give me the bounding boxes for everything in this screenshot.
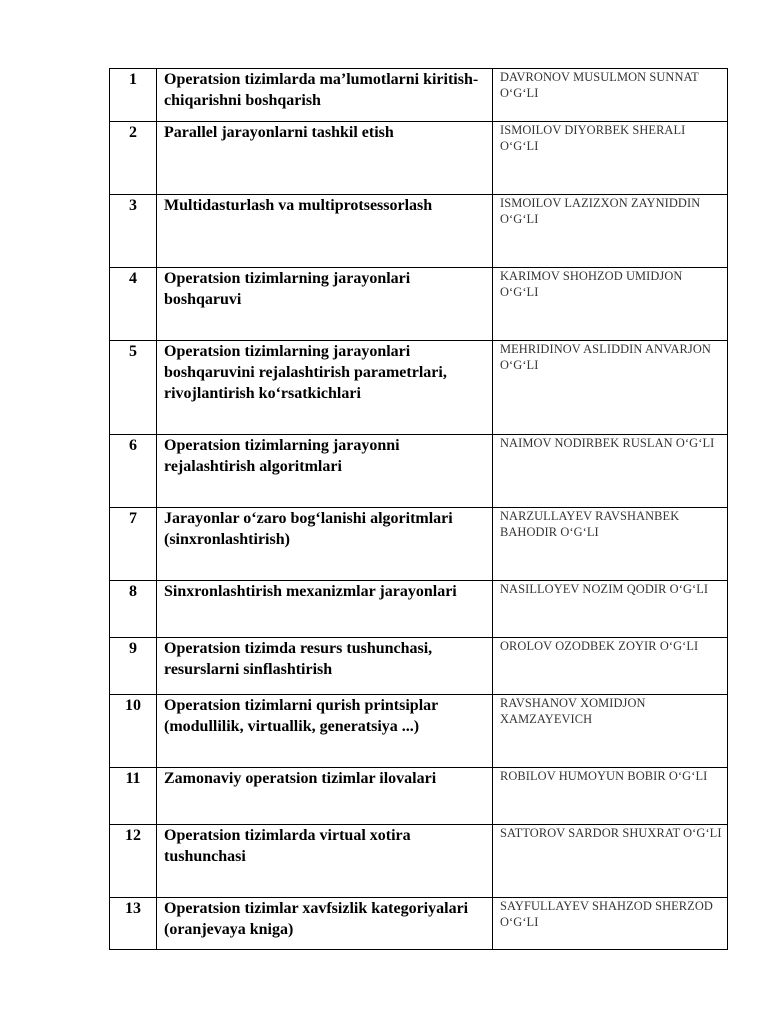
- table-row: [110, 638, 728, 695]
- student-name: KARIMOV SHOHZOD UMIDJON O‘G‘LI: [493, 268, 728, 341]
- student-name: ROBILOV HUMOYUN BOBIR O‘G‘LI: [493, 768, 728, 825]
- topic-title: Operatsion tizimlarni qurish printsiplar (modullilik, virtuallik, generatsiya ...): [157, 695, 493, 768]
- row-number: 12: [110, 825, 157, 898]
- row-number: 3: [110, 195, 157, 268]
- row-number: 5: [110, 341, 157, 435]
- row-number: 2: [110, 122, 157, 195]
- table-row: [110, 825, 728, 898]
- row-number: 10: [110, 695, 157, 768]
- topic-title: Parallel jarayonlarni tashkil etish: [157, 122, 493, 195]
- student-name: SATTOROV SARDOR SHUXRAT O‘G‘LI: [493, 825, 728, 898]
- student-name: NAIMOV NODIRBEK RUSLAN O‘G‘LI: [493, 435, 728, 508]
- table-row: [110, 581, 728, 638]
- student-name: OROLOV OZODBEK ZOYIR O‘G‘LI: [493, 638, 728, 695]
- topic-title: Operatsion tizimlarning jarayonlari boshqaruvini rejalashtirish parametrlari, rivojlantirish ko‘rsatkichlari: [157, 341, 493, 435]
- student-name: MEHRIDINOV ASLIDDIN ANVARJON O‘G‘LI: [493, 341, 728, 435]
- student-name: ISMOILOV LAZIZXON ZAYNIDDIN O‘G‘LI: [493, 195, 728, 268]
- topic-title: Multidasturlash va multiprotsessorlash: [157, 195, 493, 268]
- row-number: 1: [110, 69, 157, 122]
- table-row: [110, 341, 728, 435]
- topics-table: [109, 68, 728, 950]
- table-row: [110, 268, 728, 341]
- table-row: [110, 508, 728, 581]
- topic-title: Operatsion tizimda resurs tushunchasi, resurslarni sinflashtirish: [157, 638, 493, 695]
- student-name: ISMOILOV DIYORBEK SHERALI O‘G‘LI: [493, 122, 728, 195]
- topic-title: Zamonaviy operatsion tizimlar ilovalari: [157, 768, 493, 825]
- topic-title: Sinxronlashtirish mexanizmlar jarayonlari: [157, 581, 493, 638]
- table-row: [110, 435, 728, 508]
- topic-title: Operatsion tizimlarda ma’lumotlarni kiritish-chiqarishni boshqarish: [157, 69, 493, 122]
- table-row: [110, 768, 728, 825]
- topic-title: Jarayonlar o‘zaro bog‘lanishi algoritmlari (sinxronlashtirish): [157, 508, 493, 581]
- student-name: DAVRONOV MUSULMON SUNNAT O‘G‘LI: [493, 69, 728, 122]
- table-row: [110, 195, 728, 268]
- student-name: NARZULLAYEV RAVSHANBEK BAHODIR O‘G‘LI: [493, 508, 728, 581]
- student-name: SAYFULLAYEV SHAHZOD SHERZOD O‘G‘LI: [493, 898, 728, 950]
- topic-title: Operatsion tizimlarning jarayonlari boshqaruvi: [157, 268, 493, 341]
- row-number: 4: [110, 268, 157, 341]
- table-row: [110, 695, 728, 768]
- table-row: [110, 122, 728, 195]
- topic-title: Operatsion tizimlar xavfsizlik kategoriyalari (oranjevaya kniga): [157, 898, 493, 950]
- table-row: [110, 69, 728, 122]
- table-row: [110, 898, 728, 950]
- row-number: 11: [110, 768, 157, 825]
- row-number: 13: [110, 898, 157, 950]
- student-name: NASILLOYEV NOZIM QODIR O‘G‘LI: [493, 581, 728, 638]
- student-name: RAVSHANOV XOMIDJON XAMZAYEVICH: [493, 695, 728, 768]
- row-number: 8: [110, 581, 157, 638]
- topic-title: Operatsion tizimlarda virtual xotira tushunchasi: [157, 825, 493, 898]
- row-number: 7: [110, 508, 157, 581]
- row-number: 6: [110, 435, 157, 508]
- topic-title: Operatsion tizimlarning jarayonni rejalashtirish algoritmlari: [157, 435, 493, 508]
- row-number: 9: [110, 638, 157, 695]
